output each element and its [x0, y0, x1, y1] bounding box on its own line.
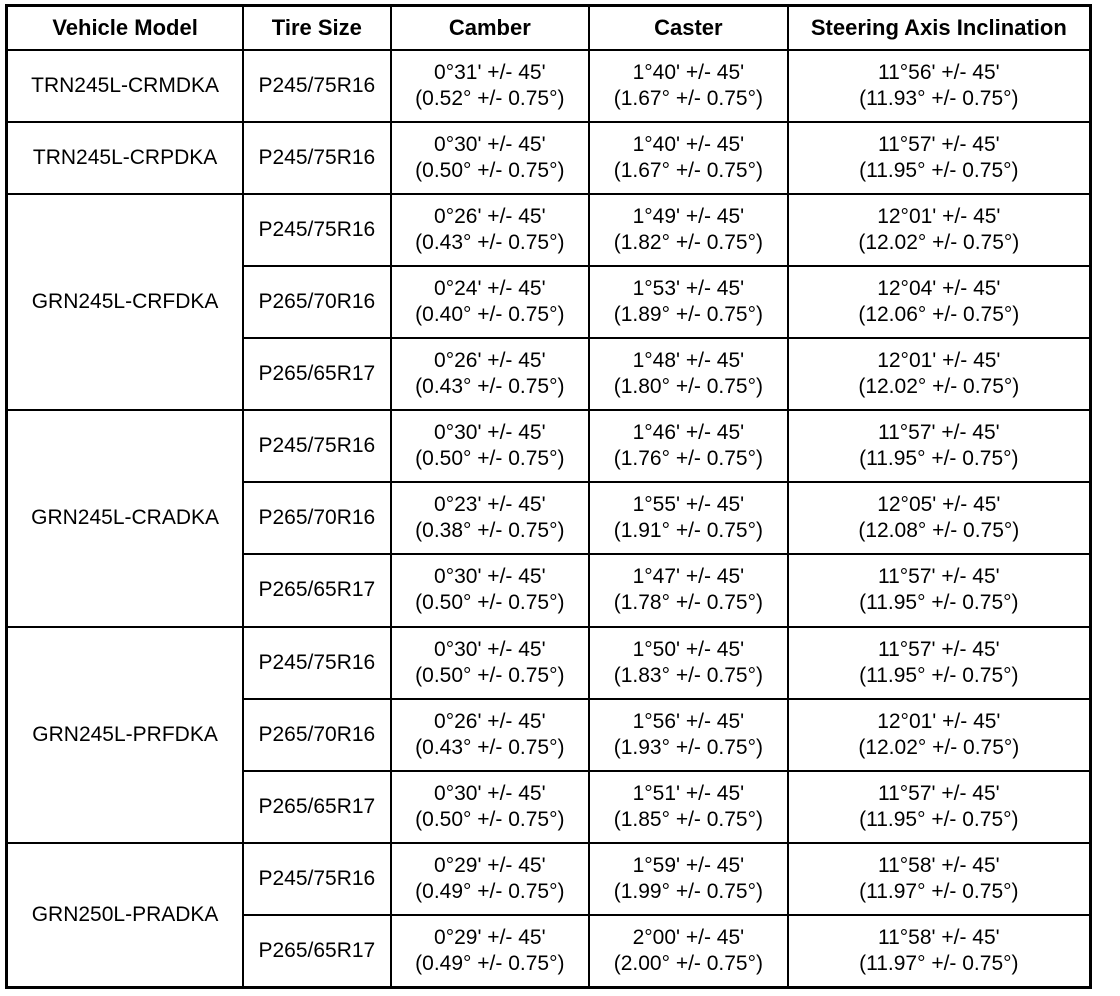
camber-cell: [391, 266, 590, 338]
steering-axis-inclination-cell-decimal: (12.08° +/- 0.75°): [858, 519, 1020, 543]
tire-size-cell: P245/75R16: [243, 122, 390, 194]
steering-axis-inclination-cell-dms: 12°01' +/- 45': [877, 205, 1001, 229]
tire-size-cell: P265/65R17: [243, 338, 390, 410]
camber-cell-decimal: (0.49° +/- 0.75°): [415, 951, 565, 975]
camber-cell: [391, 843, 590, 915]
camber-cell-decimal: (0.49° +/- 0.75°): [415, 879, 565, 903]
tire-size-cell: P245/75R16: [243, 50, 390, 122]
steering-axis-inclination-cell-decimal: (11.95° +/- 0.75°): [859, 591, 1019, 615]
steering-axis-inclination-cell-dms: 11°56' +/- 45': [877, 61, 1000, 85]
steering-axis-inclination-cell-dms: 12°01' +/- 45': [877, 349, 1001, 373]
caster-cell-dms: 1°47' +/- 45': [632, 565, 745, 589]
caster-cell-dms: 1°51' +/- 45': [632, 781, 745, 805]
steering-axis-inclination-cell-dms: 11°57' +/- 45': [877, 565, 1000, 589]
camber-cell-decimal: (0.43° +/- 0.75°): [415, 231, 565, 255]
alignment-spec-table: [5, 4, 1092, 989]
caster-cell: [589, 699, 788, 771]
tire-size-cell: P245/75R16: [243, 843, 390, 915]
caster-cell: [589, 843, 788, 915]
steering-axis-inclination-cell-dms: 11°57' +/- 45': [877, 637, 1000, 661]
table-row: [7, 627, 1091, 699]
camber-cell-dms: 0°26' +/- 45': [434, 205, 546, 229]
steering-axis-inclination-cell-decimal: (12.06° +/- 0.75°): [858, 303, 1020, 327]
table-row: [7, 50, 1091, 122]
caster-cell-decimal: (1.93° +/- 0.75°): [613, 735, 764, 759]
camber-cell: [391, 194, 590, 266]
camber-cell-decimal: (0.50° +/- 0.75°): [415, 159, 565, 183]
caster-cell-dms: 1°40' +/- 45': [632, 133, 745, 157]
camber-cell: [391, 627, 590, 699]
caster-cell: [589, 554, 788, 626]
caster-cell: [589, 482, 788, 554]
caster-cell-dms: 1°48' +/- 45': [632, 349, 745, 373]
camber-cell-decimal: (0.50° +/- 0.75°): [415, 807, 565, 831]
camber-cell: [391, 482, 590, 554]
camber-cell-decimal: (0.38° +/- 0.75°): [415, 519, 565, 543]
steering-axis-inclination-cell: [788, 266, 1091, 338]
tire-size-cell: P265/65R17: [243, 554, 390, 626]
steering-axis-inclination-cell-dms: 11°57' +/- 45': [877, 781, 1000, 805]
steering-axis-inclination-cell: [788, 554, 1091, 626]
table-row: [7, 122, 1091, 194]
tire-size-cell: P265/70R16: [243, 266, 390, 338]
camber-cell-dms: 0°24' +/- 45': [434, 277, 546, 301]
vehicle-model-cell: GRN250L-PRADKA: [7, 843, 244, 988]
steering-axis-inclination-cell-dms: 11°57' +/- 45': [877, 133, 1000, 157]
steering-axis-inclination-cell: [788, 843, 1091, 915]
camber-cell-decimal: (0.40° +/- 0.75°): [415, 303, 565, 327]
steering-axis-inclination-cell: [788, 50, 1091, 122]
caster-cell-decimal: (1.83° +/- 0.75°): [613, 663, 764, 687]
camber-cell-dms: 0°30' +/- 45': [434, 637, 546, 661]
steering-axis-inclination-cell: [788, 122, 1091, 194]
camber-cell-dms: 0°29' +/- 45': [434, 853, 546, 877]
caster-cell-decimal: (1.89° +/- 0.75°): [613, 303, 764, 327]
vehicle-model-cell: TRN245L-CRMDKA: [7, 50, 244, 122]
vehicle-model-cell: GRN245L-PRFDKA: [7, 627, 244, 843]
steering-axis-inclination-cell-decimal: (11.93° +/- 0.75°): [859, 87, 1019, 111]
caster-cell-decimal: (1.78° +/- 0.75°): [613, 591, 764, 615]
steering-axis-inclination-cell: [788, 627, 1091, 699]
camber-cell: [391, 699, 590, 771]
table-row: [7, 410, 1091, 482]
table-row: [7, 194, 1091, 266]
tire-size-cell: P245/75R16: [243, 410, 390, 482]
caster-cell: [589, 122, 788, 194]
table-body: [7, 50, 1091, 988]
camber-cell-dms: 0°31' +/- 45': [434, 61, 546, 85]
camber-cell: [391, 554, 590, 626]
steering-axis-inclination-cell-decimal: (11.97° +/- 0.75°): [859, 951, 1019, 975]
steering-axis-inclination-cell-dms: 11°57' +/- 45': [877, 421, 1000, 445]
caster-cell-dms: 1°46' +/- 45': [632, 421, 745, 445]
steering-axis-inclination-cell: [788, 194, 1091, 266]
camber-cell-decimal: (0.43° +/- 0.75°): [415, 735, 565, 759]
camber-cell-dms: 0°26' +/- 45': [434, 349, 546, 373]
camber-cell-dms: 0°30' +/- 45': [434, 565, 546, 589]
tire-size-cell: P265/65R17: [243, 915, 390, 988]
caster-cell: [589, 338, 788, 410]
tire-size-cell: P265/65R17: [243, 771, 390, 843]
steering-axis-inclination-cell-decimal: (12.02° +/- 0.75°): [858, 735, 1020, 759]
camber-cell-decimal: (0.50° +/- 0.75°): [415, 591, 565, 615]
camber-cell: [391, 122, 590, 194]
table-row: [7, 843, 1091, 915]
steering-axis-inclination-cell-decimal: (12.02° +/- 0.75°): [858, 375, 1020, 399]
camber-cell-dms: 0°23' +/- 45': [434, 493, 546, 517]
caster-cell-decimal: (1.82° +/- 0.75°): [613, 231, 764, 255]
caster-cell-decimal: (2.00° +/- 0.75°): [613, 951, 764, 975]
caster-cell-decimal: (1.80° +/- 0.75°): [613, 375, 764, 399]
steering-axis-inclination-cell: [788, 482, 1091, 554]
steering-axis-inclination-cell: [788, 699, 1091, 771]
tire-size-cell: P245/75R16: [243, 194, 390, 266]
header-steering-axis-inclination: Steering Axis Inclination: [788, 6, 1091, 51]
steering-axis-inclination-cell-dms: 12°01' +/- 45': [877, 709, 1001, 733]
caster-cell: [589, 50, 788, 122]
tire-size-cell: P245/75R16: [243, 627, 390, 699]
caster-cell-decimal: (1.85° +/- 0.75°): [613, 807, 764, 831]
vehicle-model-cell: GRN245L-CRFDKA: [7, 194, 244, 410]
steering-axis-inclination-cell-decimal: (11.95° +/- 0.75°): [859, 663, 1019, 687]
vehicle-model-cell: GRN245L-CRADKA: [7, 410, 244, 626]
header-tire-size: Tire Size: [243, 6, 390, 51]
steering-axis-inclination-cell-decimal: (11.95° +/- 0.75°): [859, 807, 1019, 831]
tire-size-cell: P265/70R16: [243, 482, 390, 554]
header-camber: Camber: [391, 6, 590, 51]
vehicle-model-cell: TRN245L-CRPDKA: [7, 122, 244, 194]
camber-cell-dms: 0°30' +/- 45': [434, 133, 546, 157]
steering-axis-inclination-cell-decimal: (11.95° +/- 0.75°): [859, 447, 1019, 471]
caster-cell: [589, 266, 788, 338]
caster-cell-dms: 1°59' +/- 45': [632, 853, 745, 877]
steering-axis-inclination-cell-dms: 12°05' +/- 45': [877, 493, 1001, 517]
caster-cell: [589, 771, 788, 843]
steering-axis-inclination-cell-decimal: (11.97° +/- 0.75°): [859, 879, 1019, 903]
camber-cell-dms: 0°29' +/- 45': [434, 925, 546, 949]
camber-cell-dms: 0°26' +/- 45': [434, 709, 546, 733]
camber-cell: [391, 50, 590, 122]
steering-axis-inclination-cell-dms: 11°58' +/- 45': [877, 853, 1000, 877]
caster-cell-dms: 1°49' +/- 45': [632, 205, 745, 229]
tire-size-cell: P265/70R16: [243, 699, 390, 771]
steering-axis-inclination-cell-dms: 11°58' +/- 45': [877, 925, 1000, 949]
steering-axis-inclination-cell: [788, 338, 1091, 410]
caster-cell-dms: 1°50' +/- 45': [632, 637, 745, 661]
header-row: [7, 6, 1091, 51]
camber-cell-dms: 0°30' +/- 45': [434, 421, 546, 445]
caster-cell-decimal: (1.76° +/- 0.75°): [613, 447, 764, 471]
steering-axis-inclination-cell-decimal: (11.95° +/- 0.75°): [859, 159, 1019, 183]
header-vehicle-model: Vehicle Model: [7, 6, 244, 51]
camber-cell-decimal: (0.43° +/- 0.75°): [415, 375, 565, 399]
camber-cell: [391, 410, 590, 482]
caster-cell-dms: 2°00' +/- 45': [632, 925, 745, 949]
caster-cell: [589, 627, 788, 699]
camber-cell: [391, 771, 590, 843]
steering-axis-inclination-cell: [788, 915, 1091, 988]
camber-cell: [391, 338, 590, 410]
steering-axis-inclination-cell-dms: 12°04' +/- 45': [877, 277, 1001, 301]
steering-axis-inclination-cell: [788, 771, 1091, 843]
camber-cell-decimal: (0.50° +/- 0.75°): [415, 447, 565, 471]
caster-cell-dms: 1°40' +/- 45': [632, 61, 745, 85]
header-caster: Caster: [589, 6, 788, 51]
caster-cell-dms: 1°53' +/- 45': [632, 277, 745, 301]
caster-cell-decimal: (1.91° +/- 0.75°): [613, 519, 764, 543]
camber-cell-dms: 0°30' +/- 45': [434, 781, 546, 805]
caster-cell: [589, 410, 788, 482]
caster-cell-decimal: (1.67° +/- 0.75°): [613, 159, 764, 183]
caster-cell: [589, 915, 788, 988]
camber-cell-decimal: (0.52° +/- 0.75°): [415, 87, 565, 111]
caster-cell-decimal: (1.99° +/- 0.75°): [613, 879, 764, 903]
camber-cell: [391, 915, 590, 988]
steering-axis-inclination-cell: [788, 410, 1091, 482]
caster-cell-dms: 1°56' +/- 45': [632, 709, 745, 733]
caster-cell-decimal: (1.67° +/- 0.75°): [613, 87, 764, 111]
caster-cell-dms: 1°55' +/- 45': [632, 493, 745, 517]
camber-cell-decimal: (0.50° +/- 0.75°): [415, 663, 565, 687]
steering-axis-inclination-cell-decimal: (12.02° +/- 0.75°): [858, 231, 1020, 255]
caster-cell: [589, 194, 788, 266]
